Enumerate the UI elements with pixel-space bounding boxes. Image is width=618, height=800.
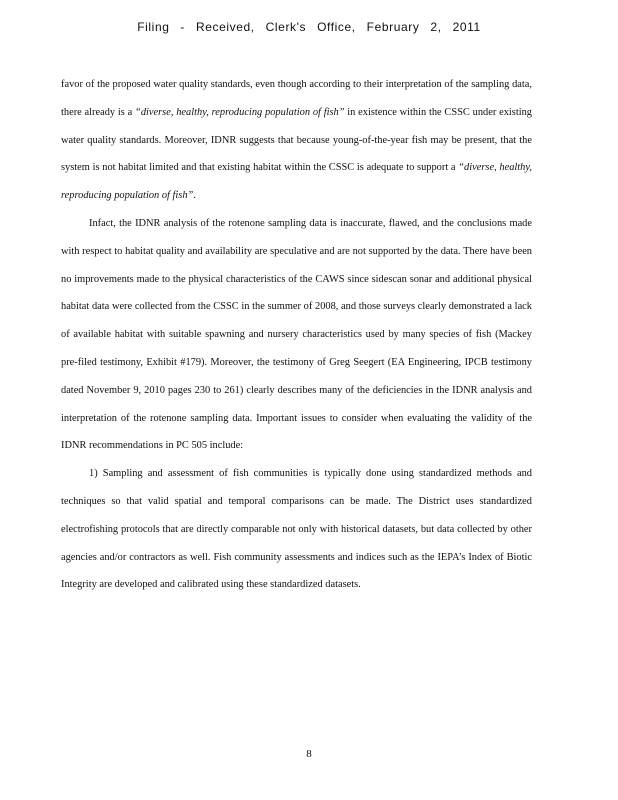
page-number xyxy=(0,748,618,760)
document-body xyxy=(61,71,532,599)
paragraph-2 xyxy=(61,210,532,460)
paragraph-1-text-a: favor of the proposed water quality standards, even though according to their interpretation of the sampling data, there already is a xyxy=(61,79,532,118)
paragraph-1-quote-b: “diverse, healthy, reproducing population of fish” xyxy=(61,162,532,202)
paragraph-3 xyxy=(61,460,532,599)
paragraph-1-text-c: . xyxy=(193,190,196,202)
paragraph-1-quote-a: “diverse, healthy, reproducing population of fish” xyxy=(135,106,345,118)
paragraph-3-text: 1) Sampling and assessment of fish communities is typically done using standardized methods and techniques so that valid spatial and temporal comparisons can be made. The District uses standardized electrofishing protocols that are directly comparable not only with historical datasets, but data collected by other agencies and/or contractors as well. Fish community assessments and indices such as the IEPA’s Index of Biotic Integrity are developed and calibrated using these standardized datasets. xyxy=(61,468,532,591)
paragraph-1 xyxy=(61,71,532,210)
paragraph-1-text-b: in existence within the CSSC under existing water quality standards. Moreover, IDNR suggests that because young-of-the-year fish may be present, that the system is not habitat limited and that existing habitat within the CSSC is adequate to support a xyxy=(61,106,532,174)
page-number-text: 8 xyxy=(306,748,312,760)
filing-header xyxy=(0,20,618,34)
paragraph-2-text: Infact, the IDNR analysis of the rotenone sampling data is inaccurate, flawed, and the conclusions made with respect to habitat quality and availability are speculative and are not supported by the data. There have been no improvements made to the physical characteristics of the CAWS since sidescan sonar and additional physical habitat data were collected from the CSSC in the summer of 2008, and those surveys clearly demonstrated a lack of available habitat with suitable spawning and nursery characteristics used by many species of fish (Mackey pre-filed testimony, Exhibit #179). Moreover, the testimony of Greg Seegert (EA Engineering, IPCB testimony dated November 9, 2010 pages 230 to 261) clearly describes many of the deficiencies in the IDNR analysis and interpretation of the rotenone sampling data. Important issues to consider when evaluating the validity of the IDNR recommendations in PC 505 include: xyxy=(61,217,532,452)
filing-header-text: Filing - Received, Clerk's Office, February 2, 2011 xyxy=(137,20,481,34)
